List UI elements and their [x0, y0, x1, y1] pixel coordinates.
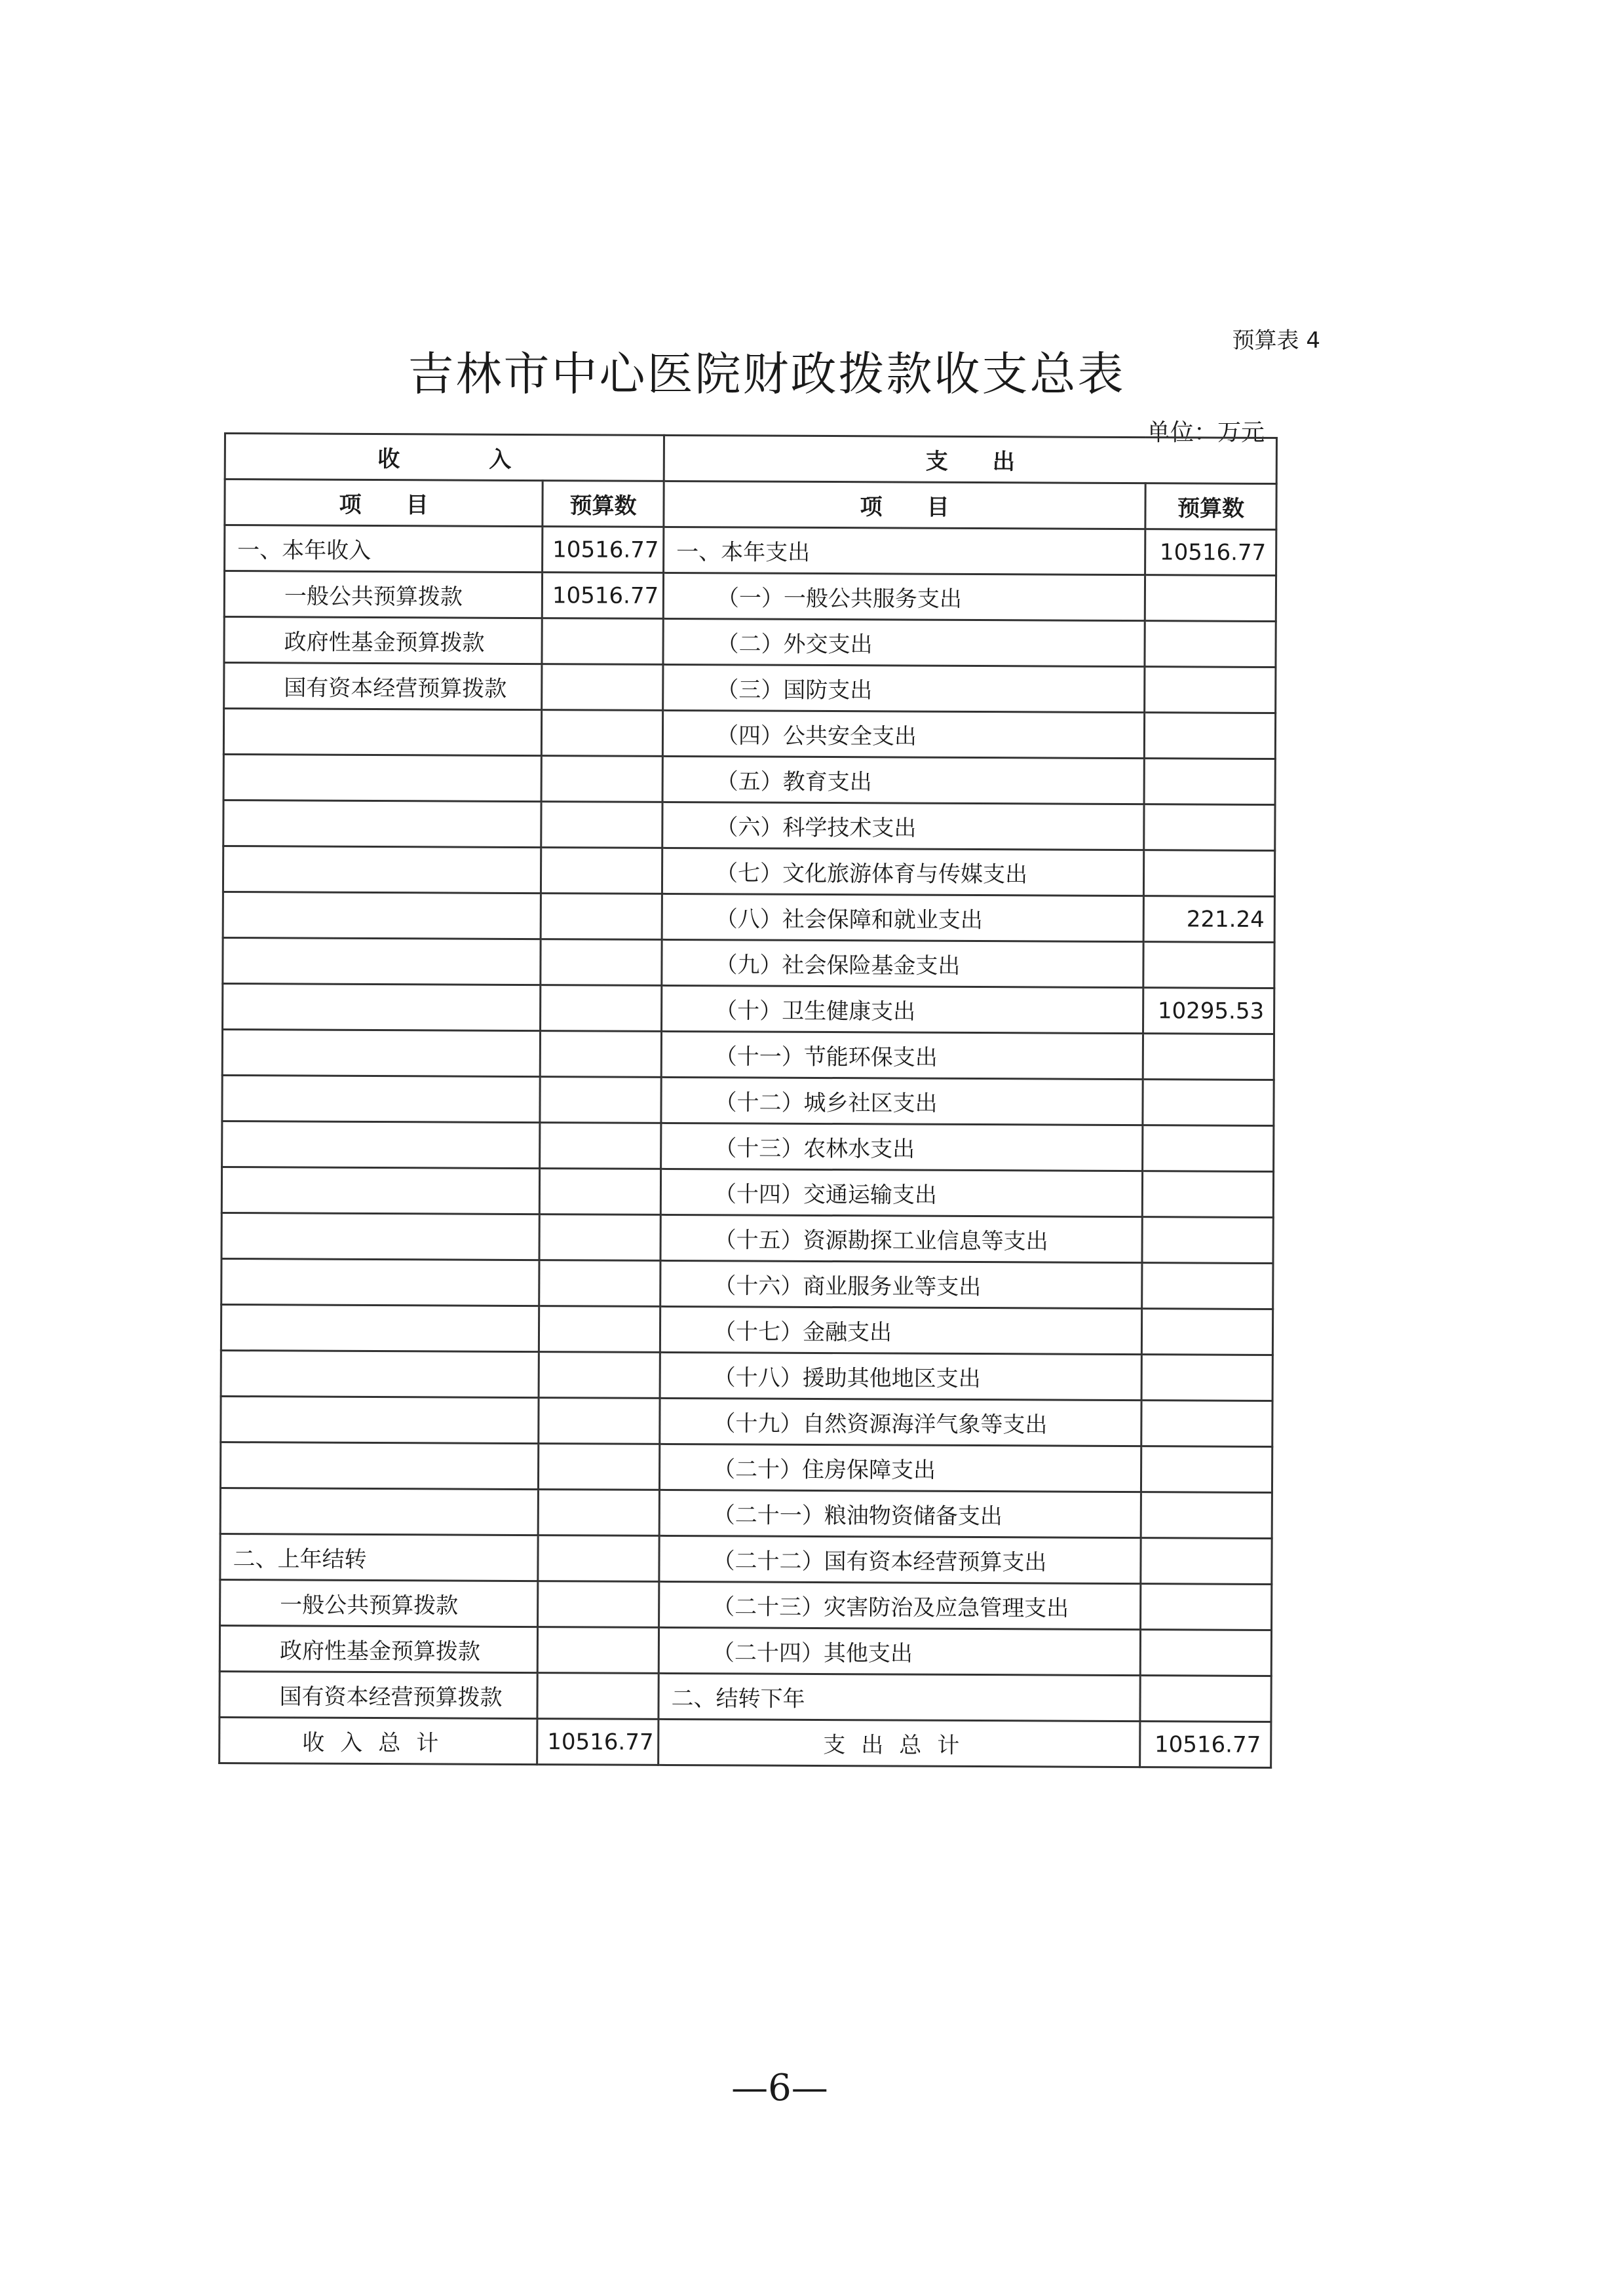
- table-row: [220, 1625, 1271, 1676]
- expense-item-cell: （一）一般公共服务支出: [663, 573, 1145, 620]
- income-value-cell: [541, 894, 662, 940]
- expense-item-cell: （十八）援助其他地区支出: [660, 1352, 1141, 1400]
- income-item-cell: [221, 1350, 539, 1397]
- income-value-cell: [541, 756, 662, 802]
- expense-value-cell: [1143, 1034, 1274, 1080]
- income-item-cell: [221, 1396, 539, 1443]
- income-value-cell: [539, 1398, 660, 1444]
- expense-item-cell: （二十）住房保障支出: [659, 1444, 1141, 1492]
- table-row: [221, 1213, 1273, 1263]
- expense-value-cell: [1143, 1125, 1274, 1172]
- table-row: [223, 846, 1274, 897]
- expense-item-cell: （十四）交通运输支出: [660, 1169, 1142, 1216]
- expense-value-cell: [1143, 942, 1274, 988]
- expense-item-header: 项 目: [664, 481, 1145, 529]
- table-row: [222, 1121, 1274, 1171]
- income-item-cell: [223, 846, 541, 894]
- expense-item-cell: （八）社会保障和就业支出: [662, 894, 1143, 941]
- income-value-cell: [537, 1673, 659, 1720]
- expense-item-cell: （六）科学技术支出: [662, 802, 1144, 850]
- income-item-cell: [221, 1213, 539, 1260]
- table-row: [225, 525, 1276, 576]
- income-value-cell: [537, 1627, 659, 1674]
- table-row: [220, 1442, 1272, 1492]
- expense-item-cell: （二十三）灾害防治及应急管理支出: [659, 1581, 1141, 1629]
- expense-total-value: 10516.77: [1140, 1722, 1271, 1768]
- expense-item-cell: 一、本年支出: [664, 527, 1145, 574]
- table-row: [220, 1534, 1272, 1584]
- unit-label: 单位：万元: [1146, 419, 1265, 446]
- income-item-cell: [223, 709, 541, 756]
- expense-item-cell: （二）外交支出: [663, 618, 1145, 666]
- income-value-cell: [541, 848, 662, 894]
- income-item-cell: [223, 983, 541, 1030]
- table-row: [221, 1167, 1273, 1217]
- income-value-cell: [539, 1214, 660, 1261]
- income-item-cell: [221, 1258, 539, 1306]
- form-number: 预算表 4: [1232, 328, 1320, 354]
- table-row: [222, 1075, 1274, 1125]
- table-row: [220, 1579, 1272, 1630]
- income-value-cell: [540, 1123, 661, 1169]
- expense-item-cell: 二、结转下年: [659, 1673, 1140, 1721]
- table-row: [223, 937, 1274, 988]
- income-item-cell: [223, 937, 541, 985]
- expense-value-cell: [1141, 1309, 1272, 1355]
- expense-value-cell: [1144, 713, 1275, 759]
- expense-item-cell: （三）国防支出: [663, 664, 1145, 712]
- table-row: [221, 1396, 1272, 1446]
- expense-item-cell: （十一）节能环保支出: [661, 1031, 1143, 1079]
- expense-value-cell: [1141, 1492, 1272, 1539]
- expense-total-label: 支出总计: [659, 1719, 1140, 1767]
- income-item-cell: 一、本年收入: [225, 525, 543, 573]
- income-header: 收 入: [225, 434, 664, 481]
- income-value-cell: [538, 1581, 659, 1628]
- table-row: [222, 1029, 1274, 1080]
- page-title: 吉林市中心医院财政拨款收支总表: [408, 347, 1126, 401]
- income-value-cell: [539, 1260, 660, 1307]
- expense-value-cell: [1142, 1217, 1273, 1264]
- expense-value-cell: [1145, 667, 1276, 713]
- expense-value-cell: 10516.77: [1145, 529, 1276, 576]
- expense-value-cell: [1141, 1446, 1272, 1493]
- expense-item-cell: （二十四）其他支出: [659, 1627, 1140, 1675]
- expense-item-cell: （七）文化旅游体育与传媒支出: [662, 848, 1143, 895]
- income-total-value: 10516.77: [537, 1719, 659, 1765]
- expense-value-cell: [1141, 1355, 1272, 1401]
- expense-value-cell: 10295.53: [1143, 988, 1274, 1034]
- expense-value-cell: [1143, 850, 1274, 897]
- table-subheader-row: [225, 480, 1276, 530]
- income-value-cell: [541, 939, 662, 986]
- income-value-cell: [538, 1444, 659, 1490]
- income-item-cell: 国有资本经营预算拨款: [224, 663, 542, 710]
- expense-item-cell: （五）教育支出: [662, 756, 1144, 804]
- income-value-cell: [540, 1031, 661, 1078]
- expense-item-cell: （二十一）粮油物资储备支出: [659, 1490, 1141, 1537]
- table-row: [223, 755, 1275, 805]
- table-row: [220, 1488, 1272, 1538]
- expense-item-cell: （十七）金融支出: [660, 1306, 1141, 1354]
- income-item-header: 项 目: [225, 480, 543, 527]
- income-value-cell: [541, 802, 662, 848]
- expense-item-cell: （十九）自然资源海洋气象等支出: [660, 1398, 1141, 1446]
- income-item-cell: 二、上年结转: [220, 1534, 538, 1581]
- income-item-cell: [220, 1442, 538, 1489]
- income-item-cell: 一般公共预算拨款: [220, 1579, 538, 1627]
- table-row: [223, 892, 1274, 942]
- table-row: [223, 983, 1274, 1034]
- expense-item-cell: （十二）城乡社区支出: [661, 1077, 1143, 1125]
- income-value-cell: [540, 1077, 661, 1123]
- income-value-cell: [542, 664, 663, 711]
- income-budget-header: 预算数: [543, 481, 664, 527]
- income-item-cell: [223, 892, 541, 939]
- expense-value-cell: [1144, 759, 1275, 805]
- table-row: [221, 1258, 1273, 1309]
- income-item-cell: [222, 1121, 540, 1168]
- expense-item-cell: （九）社会保险基金支出: [662, 939, 1143, 987]
- expense-item-cell: （十六）商业服务业等支出: [660, 1260, 1142, 1308]
- expense-value-cell: [1141, 1538, 1272, 1585]
- income-item-cell: 政府性基金预算拨款: [224, 617, 542, 664]
- expense-value-cell: 221.24: [1143, 896, 1274, 943]
- page-number: —6—: [731, 2067, 828, 2109]
- budget-table: [218, 432, 1278, 1769]
- expense-budget-header: 预算数: [1145, 483, 1276, 530]
- table-row: [220, 1671, 1271, 1722]
- totals-row: [220, 1717, 1271, 1767]
- income-item-cell: [221, 1167, 539, 1214]
- expense-value-cell: [1144, 804, 1275, 851]
- expense-value-cell: [1145, 575, 1276, 622]
- table-row: [223, 709, 1275, 759]
- income-value-cell: [538, 1490, 659, 1536]
- income-item-cell: 国有资本经营预算拨款: [220, 1671, 537, 1718]
- income-value-cell: 10516.77: [543, 527, 664, 573]
- expense-header: 支 出: [664, 435, 1276, 483]
- table-header-row: [225, 434, 1276, 484]
- table-row: [224, 571, 1276, 622]
- expense-item-cell: （十三）农林水支出: [661, 1123, 1143, 1171]
- income-value-cell: [541, 710, 662, 757]
- table-row: [221, 1350, 1272, 1401]
- table-row: [224, 663, 1276, 713]
- income-item-cell: [221, 1304, 539, 1351]
- income-value-cell: [539, 1306, 660, 1353]
- expense-item-cell: （十）卫生健康支出: [662, 985, 1143, 1033]
- table-row: [223, 800, 1275, 851]
- expense-value-cell: [1141, 1584, 1272, 1630]
- expense-value-cell: [1141, 1401, 1272, 1447]
- expense-value-cell: [1142, 1171, 1273, 1218]
- expense-value-cell: [1145, 621, 1276, 668]
- income-value-cell: 10516.77: [542, 573, 663, 619]
- table-row: [224, 617, 1276, 668]
- expense-value-cell: [1140, 1676, 1271, 1722]
- expense-item-cell: （二十二）国有资本经营预算支出: [659, 1535, 1141, 1583]
- income-value-cell: [541, 985, 662, 1032]
- income-item-cell: [223, 800, 541, 848]
- income-item-cell: [222, 1029, 540, 1076]
- income-item-cell: [222, 1075, 540, 1122]
- income-value-cell: [542, 618, 663, 665]
- expense-value-cell: [1143, 1080, 1274, 1126]
- income-total-label: 收入总计: [220, 1717, 537, 1764]
- expense-value-cell: [1140, 1630, 1271, 1676]
- income-value-cell: [539, 1352, 660, 1399]
- income-item-cell: 政府性基金预算拨款: [220, 1625, 537, 1672]
- income-item-cell: [220, 1488, 538, 1535]
- expense-item-cell: （四）公共安全支出: [662, 710, 1144, 758]
- income-value-cell: [539, 1169, 660, 1215]
- income-value-cell: [538, 1535, 659, 1582]
- income-item-cell: [223, 755, 541, 802]
- expense-value-cell: [1142, 1263, 1273, 1309]
- table-row: [221, 1304, 1272, 1355]
- table-body: [220, 525, 1276, 1722]
- expense-item-cell: （十五）资源勘探工业信息等支出: [660, 1214, 1142, 1262]
- income-item-cell: 一般公共预算拨款: [224, 571, 542, 618]
